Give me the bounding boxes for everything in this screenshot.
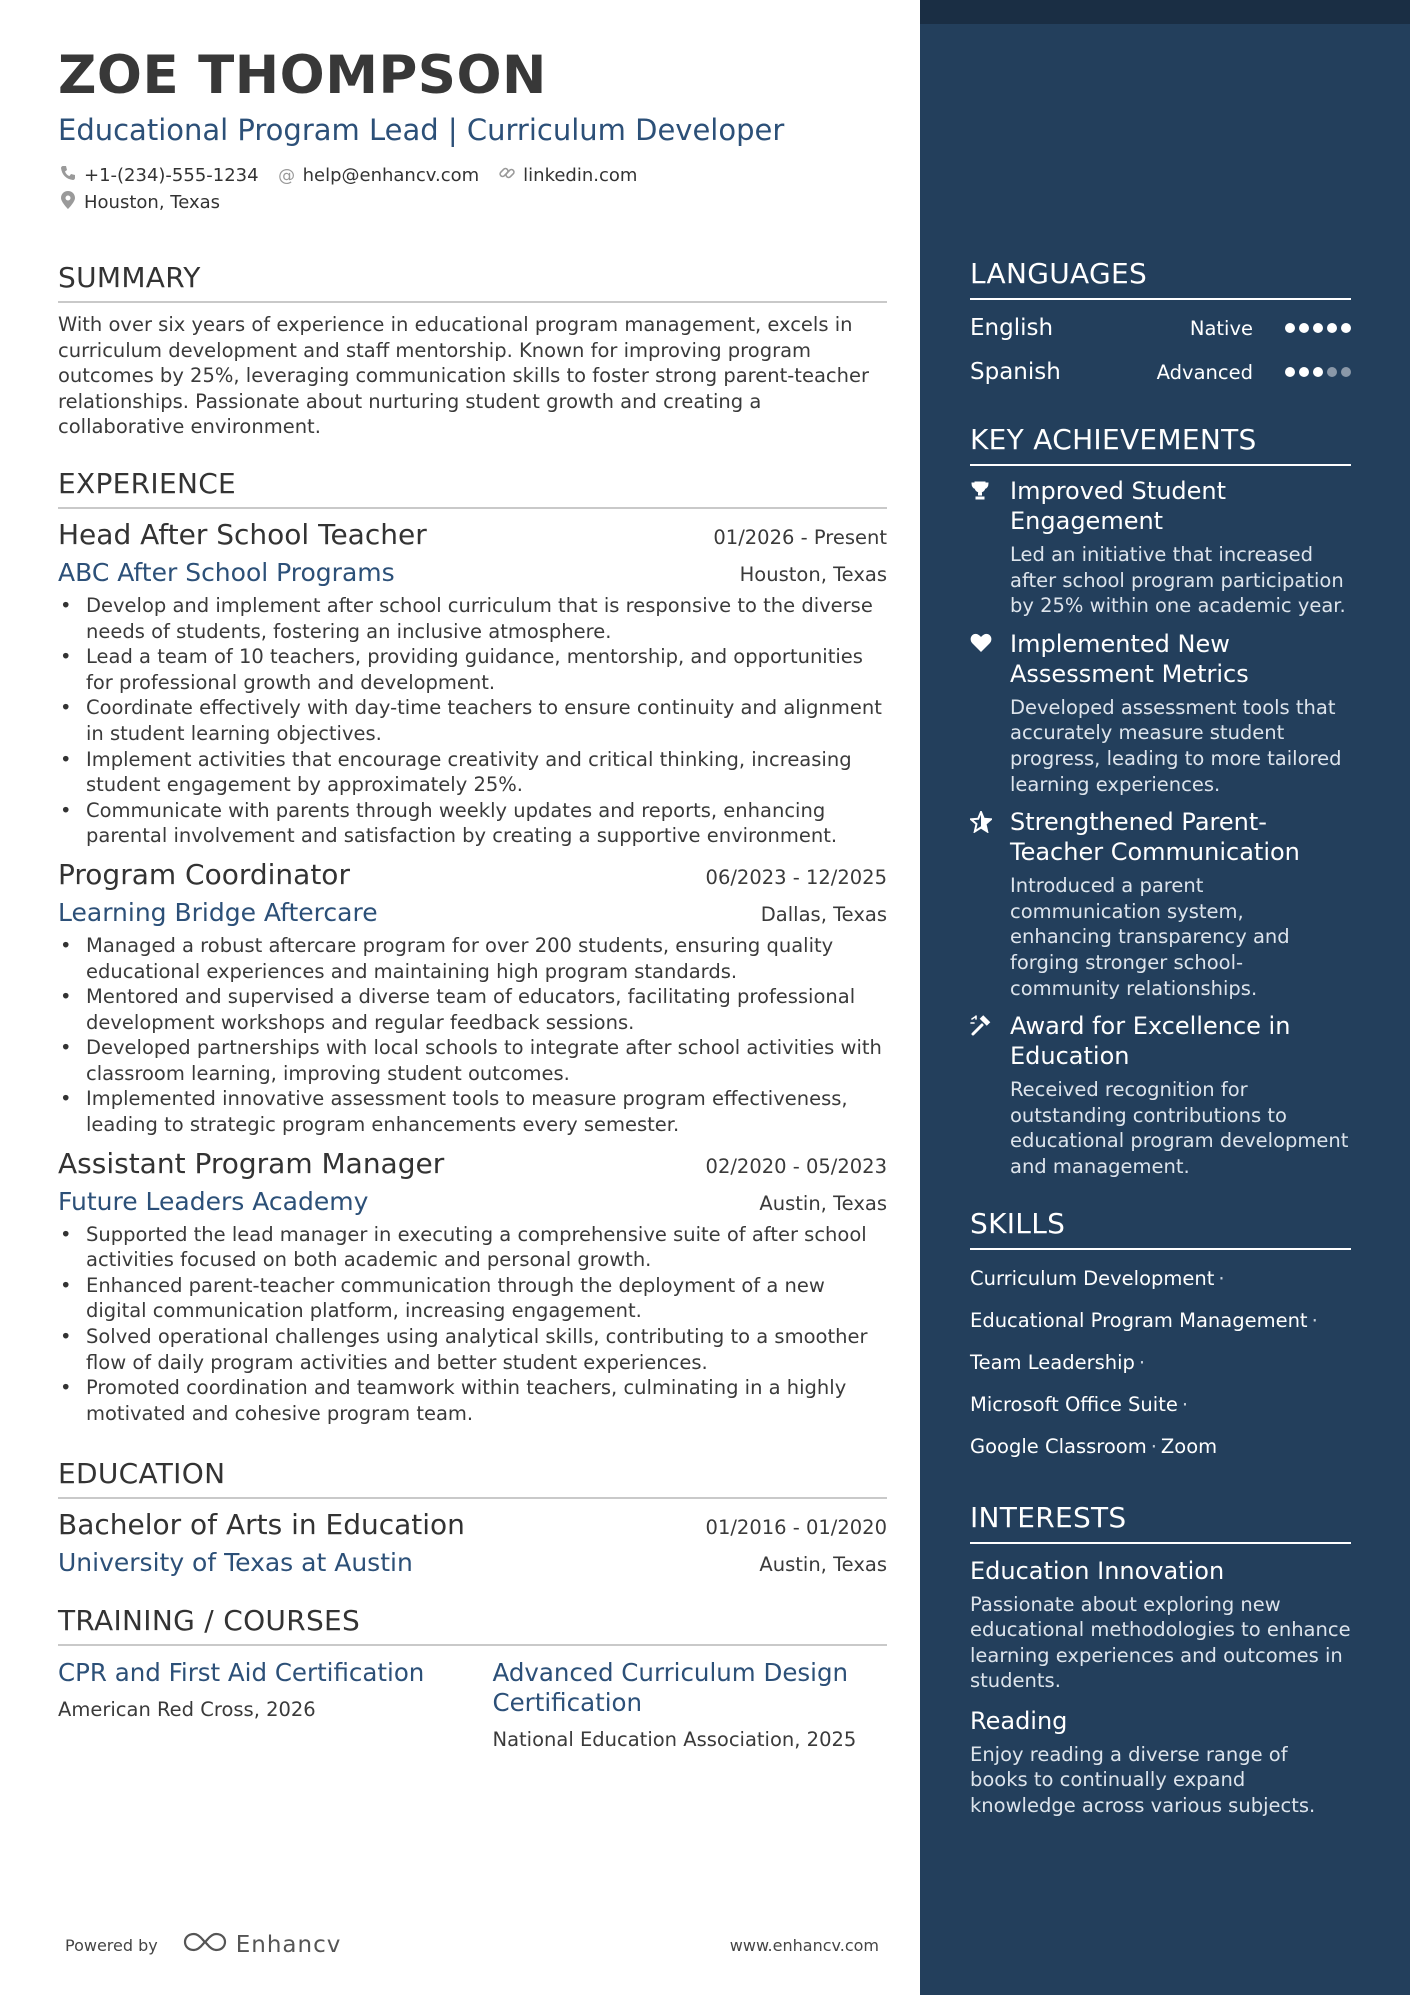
language-rating	[1285, 367, 1351, 377]
contact-info	[58, 162, 887, 216]
achievement-desc: Received recognition for outstanding contributions to educational program development and management.	[1010, 1078, 1349, 1178]
job-company: Learning Bridge Aftercare	[58, 897, 378, 927]
experience-title: EXPERIENCE	[58, 466, 887, 509]
achievement-title: Improved Student Engagement	[1010, 477, 1227, 535]
star-icon	[970, 807, 1010, 1001]
interest-item	[970, 1706, 1351, 1819]
language-item	[970, 350, 1351, 394]
experience-section	[58, 466, 887, 1426]
brand-name: Enhancv	[235, 1932, 342, 1958]
rating-dot	[1285, 367, 1295, 377]
achievement-item	[970, 476, 1351, 619]
skill-row: Team Leadership ·	[970, 1350, 1146, 1374]
achievement-item	[970, 807, 1351, 1001]
education-entry	[58, 1507, 887, 1579]
interest-desc: Enjoy reading a diverse range of books to continually expand knowledge across various subjects.	[970, 1742, 1316, 1818]
list-item: • Managed a robust aftercare program for over 200 students, ensuring quality educational experiences and maintaining high program standards.	[58, 933, 887, 984]
training-title: TRAINING / COURSES	[58, 1603, 887, 1646]
summary-title: SUMMARY	[58, 260, 887, 303]
achievement-desc: Developed assessment tools that accurately measure student progress, leading to more tailored learning experiences.	[1010, 695, 1342, 796]
brand-logo[interactable]	[182, 1930, 342, 1960]
job-entry	[58, 857, 887, 1138]
job-location: Dallas, Texas	[760, 902, 887, 926]
powered-by-label: Powered by	[65, 1935, 158, 1955]
rating-dot	[1327, 367, 1337, 377]
list-item: • Promoted coordination and teamwork within teachers, culminating in a highly motivated and cohesive program team.	[58, 1375, 887, 1426]
achievements-title: KEY ACHIEVEMENTS	[970, 422, 1351, 466]
email-link[interactable]: help@enhancv.com	[302, 165, 480, 186]
education-section	[58, 1456, 887, 1579]
job-bullets	[58, 593, 887, 849]
list-item: • Coordinate effectively with day-time teachers to ensure continuity and alignment in student learning objectives.	[58, 695, 887, 746]
job-dates: 06/2023 - 12/2025	[705, 865, 887, 889]
languages-section	[970, 256, 1351, 394]
trophy-icon	[970, 476, 1010, 619]
list-item: • Communicate with parents through weekly updates and reports, enhancing parental involvement and satisfaction by creating a supportive environment.	[58, 798, 887, 849]
skill-row: Educational Program Management ·	[970, 1308, 1318, 1332]
linkedin-link[interactable]: linkedin.com	[523, 165, 638, 186]
training-name: CPR and First Aid Certification	[58, 1658, 425, 1688]
school: University of Texas at Austin	[58, 1548, 413, 1578]
interest-title: Education Innovation	[970, 1556, 1225, 1585]
rating-dot	[1299, 323, 1309, 333]
skill-item: Educational Program Management	[970, 1308, 1308, 1332]
skill-item: Zoom	[1160, 1434, 1218, 1458]
rating-dot	[1341, 367, 1351, 377]
skill-item: Team Leadership	[970, 1350, 1135, 1374]
phone-number[interactable]: +1-(234)-555-1234	[84, 165, 259, 186]
skills-section	[970, 1206, 1351, 1468]
training-issuer: American Red Cross, 2026	[58, 1698, 316, 1722]
job-title: Program Coordinator	[58, 857, 350, 891]
interest-desc: Passionate about exploring new educational methodologies to enhance learning experiences and outcomes in students.	[970, 1592, 1351, 1693]
skill-item: Curriculum Development	[970, 1266, 1215, 1290]
job-dates: 02/2020 - 05/2023	[705, 1154, 887, 1178]
languages-title: LANGUAGES	[970, 256, 1351, 300]
list-item: • Developed partnerships with local schools to integrate after school activities with classroom learning, improving student outcomes.	[58, 1035, 887, 1086]
list-item: • Implemented innovative assessment tools to measure program effectiveness, leading to strategic program enhancements every semester.	[58, 1086, 887, 1137]
language-level: Native	[1189, 316, 1253, 340]
rating-dot	[1313, 323, 1323, 333]
job-entry	[58, 517, 887, 849]
interests-title: INTERESTS	[970, 1500, 1351, 1544]
education-dates: 01/2016 - 01/2020	[705, 1516, 887, 1540]
skill-row: Curriculum Development ·	[970, 1266, 1225, 1290]
hammer-icon	[970, 1011, 1010, 1179]
training-section	[58, 1603, 887, 1751]
list-item: • Enhanced parent-teacher communication through the deployment of a new digital communication platform, increasing engagement.	[58, 1273, 887, 1324]
footer	[65, 1930, 879, 1960]
phone-icon	[58, 165, 78, 186]
training-issuer: National Education Association, 2025	[492, 1728, 857, 1752]
list-item: • Solved operational challenges using analytical skills, contributing to a smoother flow of daily program activities and better student experiences.	[58, 1324, 887, 1375]
achievement-desc: Led an initiative that increased after school program participation by 25% within one academic year.	[1010, 543, 1346, 618]
rating-dot	[1299, 367, 1309, 377]
heart-icon	[970, 629, 1010, 797]
list-item: • Develop and implement after school curriculum that is responsive to the diverse needs of students, fostering an inclusive atmosphere.	[58, 593, 887, 644]
job-bullets	[58, 933, 887, 1138]
candidate-headline: Educational Program Lead | Curriculum Developer	[58, 113, 785, 147]
job-bullets	[58, 1222, 887, 1427]
achievement-title: Strengthened Parent-Teacher Communication	[1010, 808, 1300, 867]
job-title: Assistant Program Manager	[58, 1146, 445, 1180]
summary-section	[58, 260, 887, 440]
achievement-item	[970, 629, 1351, 797]
interests-section	[970, 1500, 1351, 1819]
achievement-desc: Introduced a parent communication system, enhancing transparency and forging stronger school-community relationships.	[1010, 874, 1290, 1000]
job-dates: 01/2026 - Present	[713, 525, 887, 549]
rating-dot	[1327, 323, 1337, 333]
rating-dot	[1341, 323, 1351, 333]
job-entry	[58, 1146, 887, 1427]
achievements-section	[970, 422, 1351, 1180]
skill-row: Microsoft Office Suite ·	[970, 1392, 1189, 1416]
language-level: Advanced	[1156, 360, 1253, 384]
training-item	[493, 1658, 888, 1751]
achievement-item	[970, 1011, 1351, 1179]
achievement-title: Implemented New Assessment Metrics	[1010, 629, 1249, 688]
language-item	[970, 306, 1351, 350]
list-item: • Lead a team of 10 teachers, providing guidance, mentorship, and opportunities for professional growth and development.	[58, 644, 887, 695]
language-rating	[1285, 323, 1351, 333]
sidebar-top-bar	[920, 0, 1410, 24]
skill-row: Google Classroom · Zoom	[970, 1434, 1218, 1458]
link-icon	[497, 164, 517, 187]
education-location: Austin, Texas	[759, 1553, 887, 1577]
achievement-title: Award for Excellence in Education	[1010, 1012, 1291, 1071]
location-pin-icon	[58, 191, 78, 214]
job-company: Future Leaders Academy	[58, 1186, 369, 1216]
job-location: Houston, Texas	[739, 562, 887, 586]
rating-dot	[1313, 367, 1323, 377]
location-text: Houston, Texas	[84, 192, 221, 213]
at-sign-icon: @	[278, 165, 296, 186]
list-item: • Supported the lead manager in executing a comprehensive suite of after school activities focused on both academic and personal growth.	[58, 1222, 887, 1273]
list-item: • Mentored and supervised a diverse team of educators, facilitating professional development workshops and regular feedback sessions.	[58, 984, 887, 1035]
degree: Bachelor of Arts in Education	[58, 1508, 465, 1542]
summary-text: With over six years of experience in educational program management, excels in curriculum development and staff mentorship. Known for improving program outcomes by 25%, leveraging communication skills to foster strong parent-teacher relationships. Passionate about nurturing student growth and creating a collaborative environment.	[58, 313, 869, 439]
skill-item: Microsoft Office Suite	[970, 1392, 1178, 1416]
rating-dot	[1285, 323, 1295, 333]
main-column	[58, 46, 887, 1751]
training-name: Advanced Curriculum Design Certification	[492, 1658, 849, 1718]
language-name: Spanish	[970, 359, 1061, 385]
education-title: EDUCATION	[58, 1456, 887, 1499]
list-item: • Implement activities that encourage creativity and critical thinking, increasing student engagement by approximately 25%.	[58, 747, 887, 798]
job-title: Head After School Teacher	[58, 517, 427, 551]
job-location: Austin, Texas	[759, 1191, 887, 1215]
interest-title: Reading	[970, 1706, 1068, 1735]
candidate-name: ZOE THOMPSON	[58, 45, 547, 106]
interest-item	[970, 1556, 1351, 1694]
skill-item: Google Classroom	[970, 1434, 1147, 1458]
job-company: ABC After School Programs	[58, 557, 395, 587]
sidebar	[970, 256, 1351, 1819]
infinity-icon	[182, 1930, 228, 1960]
skills-title: SKILLS	[970, 1206, 1351, 1250]
website-link[interactable]: www.enhancv.com	[729, 1935, 879, 1955]
language-name: English	[970, 315, 1054, 341]
training-item	[58, 1658, 453, 1751]
